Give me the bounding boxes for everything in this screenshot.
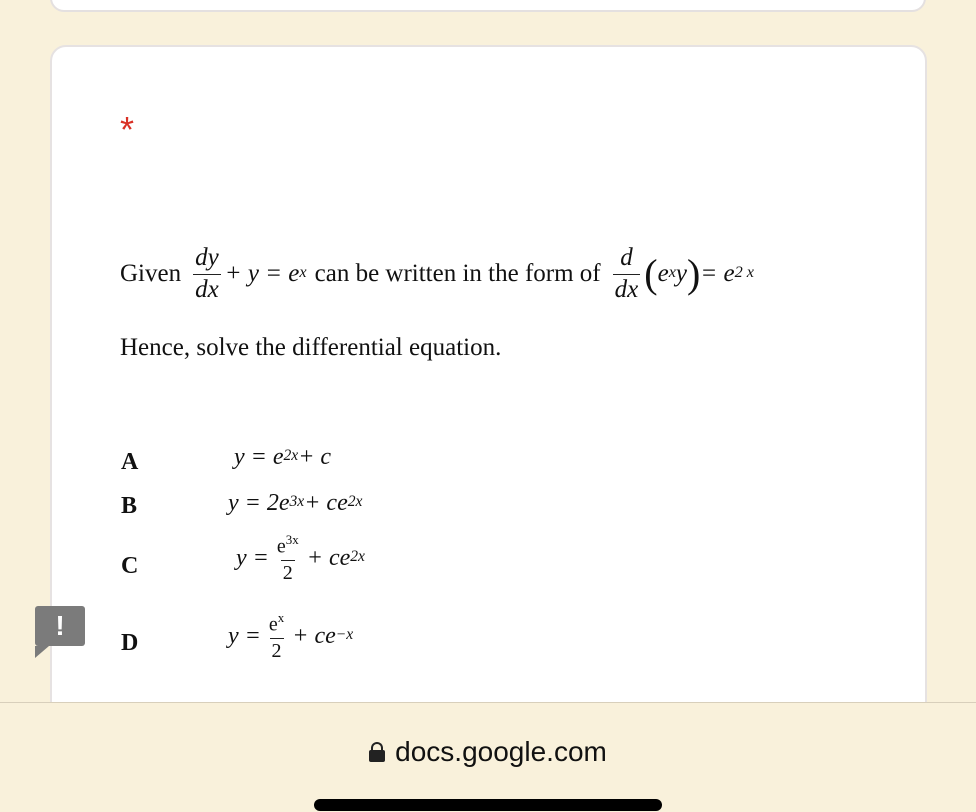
option-b-mid: + ce [304, 490, 348, 516]
d-numerator: d [620, 244, 633, 272]
option-c-expression[interactable] [236, 531, 365, 584]
option-d-fraction [267, 609, 286, 662]
option-d-den: 2 [271, 639, 282, 662]
option-b-pre: y = 2e [228, 490, 290, 516]
dy-numerator: dy [195, 244, 219, 272]
rhs-e: = e [700, 260, 735, 287]
option-d-letter[interactable]: D [121, 630, 139, 656]
option-d-y: y = [228, 623, 261, 650]
option-d-post-exp: −x [335, 626, 354, 644]
d-dx-operator [613, 245, 641, 303]
option-c-fraction [275, 531, 301, 584]
y-var: y [675, 260, 688, 287]
option-a-exp: 2x [283, 446, 299, 464]
question-text [120, 236, 880, 312]
required-asterisk: * [120, 109, 135, 150]
dx-denominator-2: dx [614, 275, 639, 303]
dx-denominator: dx [195, 275, 219, 303]
url-text: docs.google.com [395, 736, 607, 767]
option-a-expression[interactable] [234, 444, 331, 471]
browser-address-bar [0, 702, 976, 812]
flag-exclamation: ! [55, 610, 65, 641]
option-d-num-exp: x [277, 609, 285, 625]
exponent-x-2: x [668, 262, 676, 281]
option-c-num: e [276, 535, 286, 558]
exponent-x: x [299, 262, 307, 281]
option-a-post: + c [298, 444, 332, 470]
close-paren: ) [687, 251, 701, 296]
question-instruction: Hence, solve the differential equation. [120, 334, 502, 361]
option-b-expression[interactable] [228, 490, 362, 517]
option-d-expression[interactable] [228, 609, 354, 662]
address-url[interactable] [0, 736, 976, 768]
option-a-pre: y = e [234, 444, 284, 470]
option-d-post: + ce [292, 623, 336, 650]
option-c-den: 2 [282, 561, 293, 584]
exponent-2x: 2 x [734, 262, 754, 281]
option-c-post-exp: 2x [350, 548, 365, 566]
option-a-letter[interactable]: A [121, 449, 139, 475]
option-d-num: e [268, 613, 278, 636]
lock-icon [369, 742, 385, 762]
previous-question-card [50, 0, 926, 12]
option-b-exp: 3x [289, 492, 305, 510]
e-base: e [657, 260, 669, 287]
given-text: Given [120, 260, 182, 287]
equation-lhs-rest: + y = e [224, 260, 300, 287]
option-b-letter[interactable]: B [121, 493, 138, 519]
can-be-written-text: can be written in the form of [314, 260, 601, 287]
option-b-exp2: 2x [347, 492, 363, 510]
open-paren: ( [644, 251, 658, 296]
dy-dx-fraction [193, 245, 221, 303]
option-c-y: y = [236, 545, 269, 572]
home-indicator[interactable] [314, 799, 662, 811]
option-c-letter[interactable]: C [121, 553, 139, 579]
report-flag-icon[interactable] [35, 606, 85, 646]
option-c-num-exp: 3x [285, 531, 299, 547]
question-card [50, 45, 927, 745]
option-c-post: + ce [306, 545, 351, 572]
